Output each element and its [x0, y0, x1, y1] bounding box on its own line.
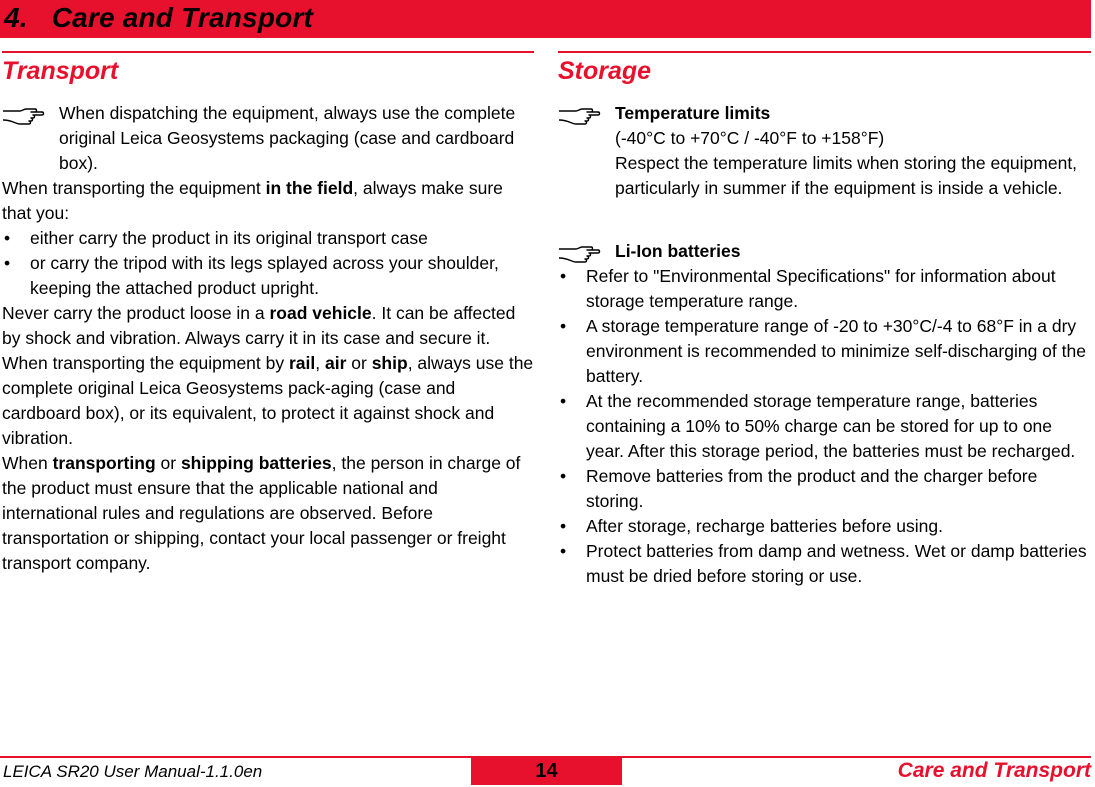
page-number: 14 — [471, 758, 622, 785]
rail-air-ship-paragraph: When transporting the equipment by rail, air or ship, always use the complete original Leica Geosystems pack-aging (case and cardboard box), or its equivalent, to protect it against shock and vibration. — [2, 353, 534, 448]
section-rule — [558, 51, 1091, 53]
battery-note — [558, 239, 1091, 264]
field-transport-list — [2, 226, 534, 301]
temperature-note — [558, 101, 1091, 201]
list-item: • A storage temperature range of -20 to +30°C/-4 to 68°F in a dry environment is recommended to minimize self-discharging of the battery. — [560, 316, 1086, 386]
manual-name: LEICA SR20 User Manual-1.1.0en — [3, 762, 263, 781]
section-rule — [2, 51, 534, 53]
footer-chapter-title: Care and Transport — [897, 759, 1091, 782]
list-item: • After storage, recharge batteries before using. — [560, 516, 944, 536]
pointing-hand-icon — [558, 241, 602, 263]
header-bar — [0, 0, 1091, 38]
battery-heading: Li-Ion batteries — [615, 241, 741, 261]
temperature-heading: Temperature limits — [615, 103, 771, 123]
list-item: • At the recommended storage temperature range, batteries containing a 10% to 50% charge can be stored for up to one year. After this storage period, the batteries must be recharged. — [560, 391, 1076, 461]
transport-heading: Transport — [2, 57, 119, 85]
transport-note-text: When dispatching the equipment, always use the complete original Leica Geosystems packaging (case and cardboard box). — [59, 103, 516, 173]
temperature-text: Respect the temperature limits when storing the equipment, particularly in summer if the equipment is inside a vehicle. — [615, 153, 1078, 198]
list-item: • Protect batteries from damp and wetness. Wet or damp batteries must be dried before storing or use. — [560, 541, 1087, 586]
list-item: • Refer to "Environmental Specifications" for information about storage temperature range. — [560, 266, 1056, 311]
storage-heading: Storage — [558, 57, 652, 85]
pointing-hand-icon — [558, 103, 602, 125]
list-item: • Remove batteries from the product and the charger before storing. — [560, 466, 1038, 511]
storage-section — [558, 51, 1091, 589]
field-transport-paragraph: When transporting the equipment in the field, always make sure that you: — [2, 178, 503, 223]
chapter-title: 4. Care and Transport — [4, 2, 314, 33]
transport-section — [2, 51, 534, 576]
transport-note — [2, 101, 534, 176]
pointing-hand-icon — [2, 103, 46, 125]
temperature-range: (-40°C to +70°C / -40°F to +158°F) — [615, 128, 885, 148]
list-item: • either carry the product in its original transport case — [4, 228, 428, 248]
road-vehicle-paragraph: Never carry the product loose in a road vehicle. It can be affected by shock and vibration. Always carry it in its case and secure it. — [2, 303, 516, 348]
list-item: • or carry the tripod with its legs splayed across your shoulder, keeping the attached product upright. — [4, 253, 499, 298]
batteries-transport-paragraph: When transporting or shipping batteries, the person in charge of the product must ensure that the applicable national and international rules and regulations are observed. Before transportation or shipping, contact your local passenger or freight transport company. — [2, 453, 521, 573]
battery-storage-list — [558, 264, 1091, 589]
